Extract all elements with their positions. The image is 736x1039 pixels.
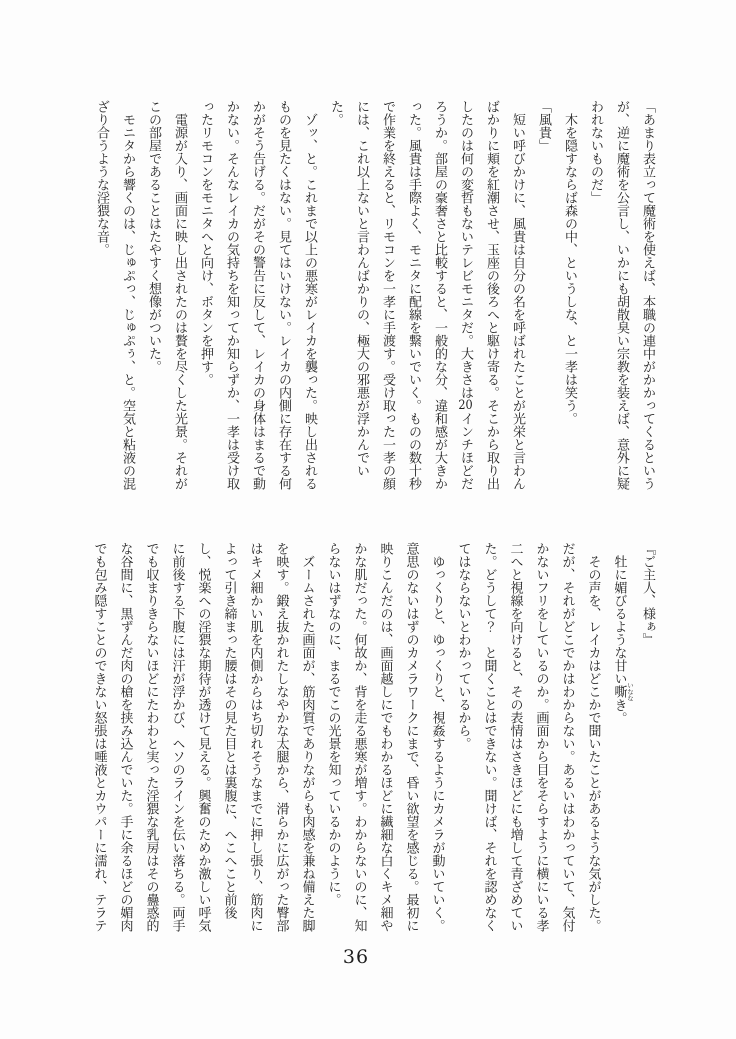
text-line: 短い呼びかけに、風貴は自分の名を呼ばれたことが光栄と言わん [510,113,525,490]
text-line: 『ご主人、様ぁ』 [640,542,655,646]
text-line: でも収まりきらないほどにたわわと実った淫猥な乳房はその蠱惑的 [143,542,159,932]
text-line: でも包み隠すことのできない怒張は唾液とカウパーに濡れ、テラテ [91,542,107,932]
text-line: には、これ以上ないと言わんばかりの、極大の邪悪が浮かんでい [354,100,369,477]
text-line: が、逆に魔術を公言し、いかにも胡散臭い宗教を装えば、意外に疑 [614,100,629,490]
text-line: を映す。鍛え抜かれたしなやかな太腿から、滑らかに広がった臀部 [273,542,289,932]
text-line: ばかりに頬を紅潮させ、玉座の後ろへと駆け寄る。そこから取り出 [484,100,499,490]
text-line: モニタから響くのは、じゅぷっ、じゅぷぅ、と。空気と粘液の混 [120,113,135,490]
text-line: ったリモコンをモニタへと向け、ボタンを押す。 [198,100,213,386]
text-line: ざり合うような淫猥な音。 [94,100,109,256]
text-line: われないものだ」 [588,100,603,204]
text-line: よって引き締まった腰はその見た目とは裏腹に、へこへこと前後 [221,542,237,919]
text-line: し、悦楽への淫猥な期待が透けて見える。興奮のためか激しい呼気 [195,542,211,932]
text-line: したのは何の変哲もないテレビモニタだ。大きさは20インチほどだ [458,100,473,490]
furigana-annotated-word: 嘶 いなな [611,682,634,702]
text-line: 「風貴」 [536,100,551,152]
text-line: ゆっくりと、ゆっくりと、視姦するようにカメラが動いていく。 [429,555,445,932]
text-line: その声を、レイカはどこかで聞いたことがあるような気がした。 [585,555,601,932]
text-line: かな肌だった。何故か、背を走る悪寒が増す。わからないのに、知 [351,542,367,932]
text-line: らないはずなのに、まるでこの光景を知っているかのように。 [325,542,341,906]
text-block-top [88,100,660,496]
text-line: た。 [328,100,343,126]
text-line: 木を隠すならば森の中、というしな、と一孝は笑う。 [562,113,577,425]
text-line: な谷間に、黒ずんだ肉の槍を挟み込んでいた。手に余るほどの媚肉 [117,542,133,932]
text-line: かないフリをしているのか。画面から目をそらすように横にいる孝 [533,542,549,932]
text-line: た。どうして？ と聞くことはできない。聞けば、それを認めなく [481,542,497,932]
page-number: 36 [342,946,370,968]
text-line: った。風貴は手際よく、モニタに配線を繋いでいく。ものの数十秒 [406,100,421,490]
text-line: 二へと視線を向けると、その表情はさきほどにも増して青ざめてい [507,542,523,932]
text-line: に前後する下腹には汗が浮かび、ヘソのラインを伝い落ちる。両手 [169,542,185,932]
text-line: ゾッ、と。これまで以上の悪寒がレイカを襲った。映し出される [302,113,317,490]
text-line: 電源が入り、画面に映し出されたのは贅を尽くした光景。それが [172,113,187,490]
text-line: ズームされた画面が、筋肉質でありながらも肉感を兼ね備えた脚 [299,555,315,932]
text-block-bottom [86,542,661,938]
text-line: てはならないとわかっているから。 [455,542,471,750]
text-line: はキメ細かい肌を内側からはち切れそうなまでに押し張り、筋肉に [247,542,263,932]
text-line: この部屋であることはたやすく想像がついた。 [146,100,161,373]
text-line: 「あまり表立って魔術を使えば、本職の連中がかかってくるという [640,100,655,490]
text-line: ものを見たくはない。見てはいけない。レイカの内側に存在する何 [276,100,291,490]
text-line: 意思のないはずのカメラワークにまで、昏い欲望を感じる。最初に [403,542,419,932]
text-line: かない。そんなレイカの気持ちを知ってか知らずか、一孝は受け取 [224,100,239,490]
text-line: ろうか。部屋の豪奢さと比較すると、一般的な分、違和感が大きか [432,100,447,490]
text-line: で作業を終えると、リモコンを一孝に手渡す。受け取った一孝の顔 [380,100,395,490]
text-line: かがそう告げる。だがその警告に反して、レイカの身体はまるで動 [250,100,265,490]
text-line: 牡に媚びるような甘い嘶 いななき。 [611,555,634,725]
tate-chu-yoko-number: 20 [458,399,473,412]
text-line: 映りこんだのは、画面越しにでもわかるほどに繊細な白くキメ細や [377,542,393,932]
text-line: だが、それがどこでかはわからない。あるいはわかっていて、気付 [559,542,575,932]
